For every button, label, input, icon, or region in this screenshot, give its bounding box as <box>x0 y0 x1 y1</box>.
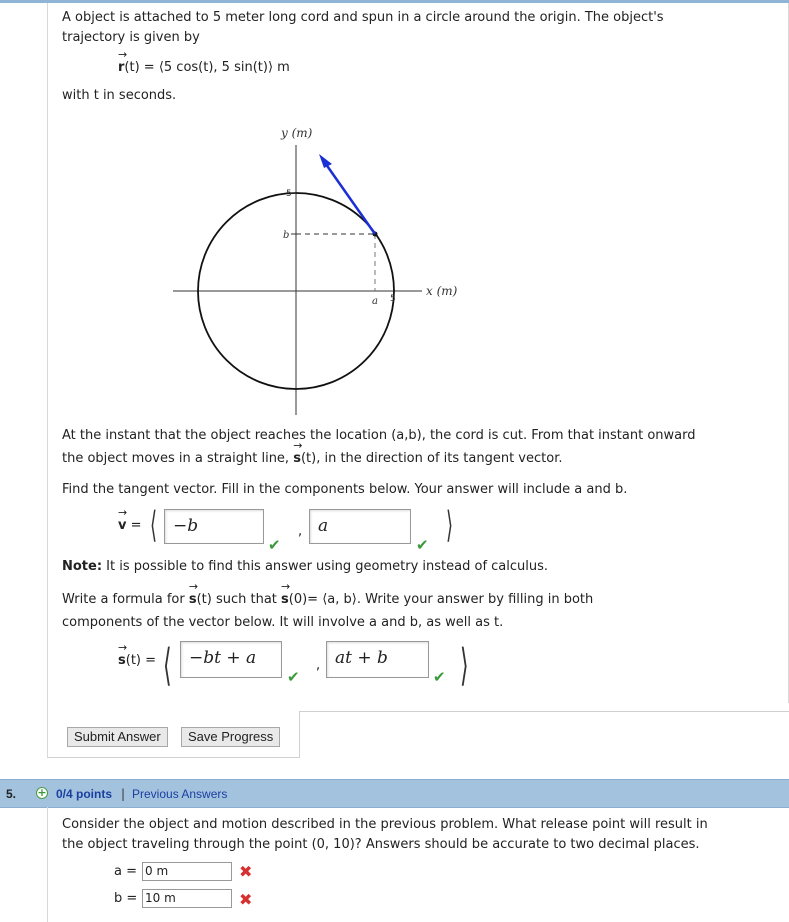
s-vector-symbol: → s <box>189 590 197 610</box>
note-label: Note: <box>62 559 103 574</box>
button-box-border <box>47 757 300 758</box>
left-angle-bracket: ⟨ <box>163 640 172 691</box>
cross-icon: ✖ <box>239 890 253 909</box>
write-text-line1 <box>62 590 593 610</box>
comma: , <box>316 658 321 673</box>
b-input[interactable]: 10 m <box>142 889 232 908</box>
cross-icon: ✖ <box>239 862 253 881</box>
button-box-border <box>299 711 300 758</box>
write-text-line2: components of the vector below. It will involve a and b, as well as t. <box>62 615 504 630</box>
comma: , <box>298 524 303 539</box>
s-vector-symbol: → s <box>293 449 301 469</box>
points-label: 0/4 points <box>56 787 113 801</box>
intro-text-line2: trajectory is given by <box>62 30 200 45</box>
formula-rhs: ⟨5 cos(t), 5 sin(t)⟩ m <box>158 60 290 75</box>
q5-text-line2: the object traveling through the point (0, 10)? Answers should be accurate to two decimal places. <box>62 837 700 852</box>
y-axis-label: y (m) <box>281 126 313 140</box>
question-number: 5. <box>6 787 17 801</box>
check-icon: ✔ <box>287 668 300 686</box>
check-icon: ✔ <box>268 536 281 554</box>
check-icon: ✔ <box>416 536 429 554</box>
v-component1-input[interactable]: −b <box>164 509 264 544</box>
tick-label-x5: 5 <box>390 294 396 304</box>
with-t-text: with t in seconds. <box>62 88 177 103</box>
s-vector-symbol: → s <box>281 590 289 610</box>
tangent-arrow-head <box>319 154 332 168</box>
q5-text-line1: Consider the object and motion described in the previous problem. What release point will result in <box>62 817 708 832</box>
s-label <box>118 651 156 671</box>
save-progress-button[interactable]: Save Progress <box>181 727 280 747</box>
right-angle-bracket: ⟩ <box>446 505 454 546</box>
write-part2: (t) such that <box>196 592 282 607</box>
v-component2-input[interactable]: a <box>309 509 411 544</box>
note-text <box>62 557 548 577</box>
s-component1-input[interactable]: −bt + a <box>180 641 282 678</box>
b-label: b = <box>114 891 138 906</box>
tick-label-b: b <box>283 230 290 241</box>
tick-label-a: a <box>372 296 378 307</box>
left-angle-bracket: ⟨ <box>150 505 158 546</box>
submit-answer-button[interactable]: Submit Answer <box>67 727 168 747</box>
a-input[interactable]: 0 m <box>142 862 232 881</box>
question-panel-border <box>47 3 48 758</box>
find-tangent-text: Find the tangent vector. Fill in the components below. Your answer will include a and b. <box>62 482 628 497</box>
note-body: It is possible to find this answer using geometry instead of calculus. <box>102 559 549 574</box>
check-icon: ✔ <box>433 668 446 686</box>
v-label <box>118 516 142 536</box>
question5-panel-border <box>47 807 48 922</box>
intro-text-line1: A object is attached to 5 meter long cord and spun in a circle around the origin. The object's <box>62 10 664 25</box>
r-vector-symbol: → r <box>118 58 124 78</box>
cut-text-line2-part1: the object moves in a straight line, <box>62 451 294 466</box>
trajectory-formula <box>118 58 290 78</box>
previous-answers-link[interactable]: Previous Answers <box>132 787 228 801</box>
question5-header <box>0 779 789 808</box>
write-part1: Write a formula for <box>62 592 189 607</box>
v-equals: = <box>130 518 142 533</box>
panel-divider <box>300 711 789 712</box>
s-equals: (t) = <box>125 653 157 668</box>
cut-text-line1: At the instant that the object reaches the location (a,b), the cord is cut. From that instant onward <box>62 428 696 443</box>
cut-text-line2 <box>62 449 562 469</box>
s-component2-input[interactable]: at + b <box>326 641 429 678</box>
circle-diagram <box>160 120 480 420</box>
expand-plus-icon[interactable]: + <box>37 786 47 799</box>
write-part3: (0)= ⟨a, b⟩. Write your answer by filling in both <box>288 592 594 607</box>
separator: | <box>121 787 126 801</box>
s-vector-symbol: → s <box>118 651 126 671</box>
x-axis-label: x (m) <box>426 284 458 298</box>
tangent-arrow-line <box>323 160 375 234</box>
cut-text-line2-part2: (t), in the direction of its tangent vector. <box>300 451 563 466</box>
right-angle-bracket: ⟩ <box>460 640 469 691</box>
formula-t: (t) = <box>124 60 159 75</box>
top-divider <box>0 0 789 3</box>
tick-label-y5: 5 <box>286 189 292 199</box>
v-vector-symbol: → v <box>118 516 126 536</box>
a-label: a = <box>114 864 137 879</box>
